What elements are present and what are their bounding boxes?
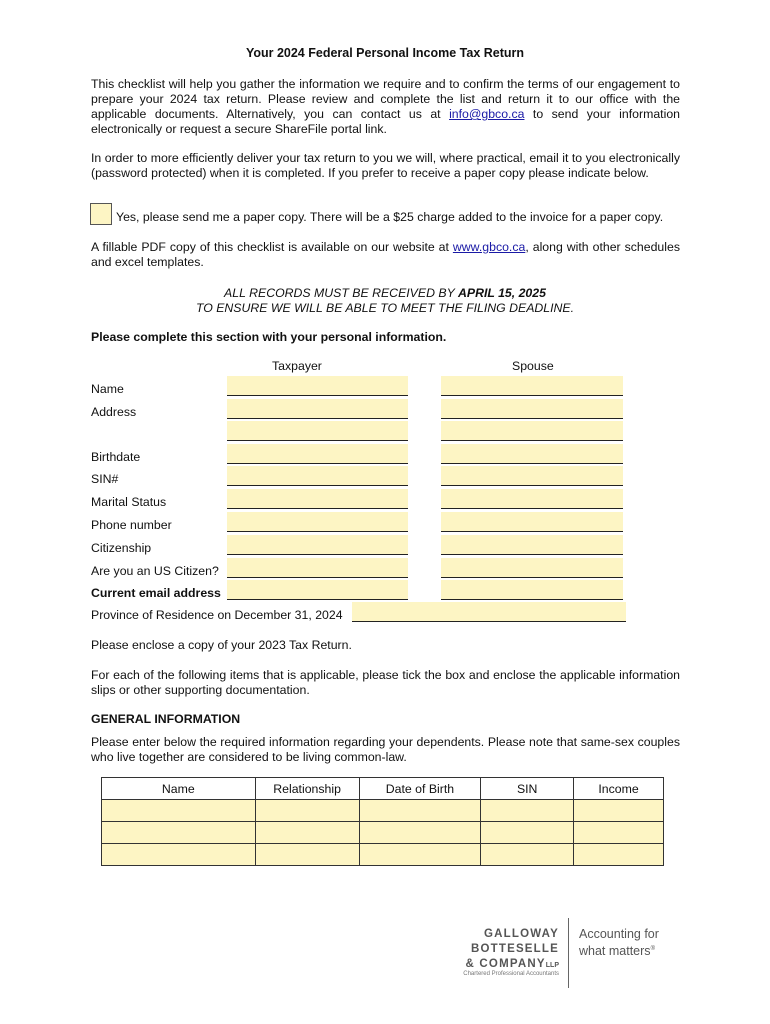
general-information-heading: GENERAL INFORMATION (91, 712, 241, 726)
dependent-3-sin-cell[interactable] (481, 844, 574, 866)
email-label: Current email address (91, 586, 221, 600)
table-row (102, 800, 664, 822)
taxpayer-email-field[interactable] (227, 580, 408, 600)
paper-copy-label: Yes, please send me a paper copy. There will be a $25 charge added to the invoice for a paper copy. (116, 210, 664, 224)
sin-label: SIN# (91, 472, 119, 486)
marital-status-label: Marital Status (91, 495, 167, 509)
taxpayer-column-header: Taxpayer (272, 359, 322, 373)
intro-text-2: to send your information electronically or request a secure ShareFile portal link. (91, 107, 681, 136)
dependent-1-income-cell[interactable] (574, 800, 664, 822)
taxpayer-name-field[interactable] (227, 376, 408, 396)
citizenship-label: Citizenship (91, 541, 152, 555)
taxpayer-phone-field[interactable] (227, 512, 408, 532)
firm-tagline: Accounting for what matters® (579, 927, 659, 959)
spouse-citizenship-field[interactable] (441, 535, 623, 555)
spouse-address-field-1[interactable] (441, 399, 623, 419)
dependents-header-name: Name (102, 778, 256, 800)
dependents-header-date-of-birth: Date of Birth (359, 778, 481, 800)
spouse-marital-status-field[interactable] (441, 489, 623, 509)
spouse-column-header: Spouse (512, 359, 554, 373)
taxpayer-address-field-2[interactable] (227, 421, 408, 441)
province-field[interactable] (352, 602, 626, 622)
pdf-note-paragraph (91, 240, 680, 270)
website-link[interactable]: www.gbco.ca (452, 240, 526, 254)
personal-info-heading: Please complete this section with your personal information. (91, 330, 447, 344)
taxpayer-us-citizen-field[interactable] (227, 558, 408, 578)
table-row (102, 822, 664, 844)
dependents-header-sin: SIN (481, 778, 574, 800)
dependents-table (101, 777, 664, 866)
pdf-note-text-1: A fillable PDF copy of this checklist is available on our website at (91, 240, 453, 254)
pdf-note-text-2: , along with other schedules and excel templates. (91, 240, 680, 269)
taxpayer-marital-status-field[interactable] (227, 489, 408, 509)
deadline-notice (0, 286, 770, 316)
dependent-2-date-of-birth-cell[interactable] (359, 822, 481, 844)
spouse-name-field[interactable] (441, 376, 623, 396)
intro-text-1: This checklist will help you gather the information we require and to confirm the terms of our engagement to prepare your 2024 tax return. Please review and complete the list and return it to our office with the applicable documents. Alternatively, you can contact us at (91, 77, 680, 121)
table-row (102, 844, 664, 866)
dependent-2-relationship-cell[interactable] (255, 822, 359, 844)
dependent-3-date-of-birth-cell[interactable] (359, 844, 481, 866)
spouse-address-field-2[interactable] (441, 421, 623, 441)
dependent-1-date-of-birth-cell[interactable] (359, 800, 481, 822)
dependents-header-relationship: Relationship (255, 778, 359, 800)
dependents-header-income: Income (574, 778, 664, 800)
spouse-us-citizen-field[interactable] (441, 558, 623, 578)
dependent-1-name-cell[interactable] (102, 800, 256, 822)
phone-label: Phone number (91, 518, 172, 532)
taxpayer-citizenship-field[interactable] (227, 535, 408, 555)
dependent-2-sin-cell[interactable] (481, 822, 574, 844)
name-label: Name (91, 382, 124, 396)
address-label: Address (91, 405, 137, 419)
dependent-3-name-cell[interactable] (102, 844, 256, 866)
dependent-2-name-cell[interactable] (102, 822, 256, 844)
dependent-1-relationship-cell[interactable] (255, 800, 359, 822)
deadline-date: APRIL 15, 2025 (457, 286, 546, 300)
dependent-3-income-cell[interactable] (574, 844, 664, 866)
firm-logo (463, 918, 693, 990)
taxpayer-sin-field[interactable] (227, 466, 408, 486)
intro-paragraph (91, 77, 680, 137)
document-title: Your 2024 Federal Personal Income Tax Return (245, 46, 525, 60)
birthdate-label: Birthdate (91, 450, 141, 464)
us-citizen-label: Are you an US Citizen? (91, 564, 219, 578)
spouse-sin-field[interactable] (441, 466, 623, 486)
dependents-paragraph: Please enter below the required information regarding your dependents. Please note that same-sex couples who live together are considered to be living common-law. (91, 735, 680, 764)
province-label: Province of Residence on December 31, 2024 (91, 608, 343, 622)
deadline-line-2: TO ENSURE WE WILL BE ABLE TO MEET THE FILING DEADLINE. (195, 301, 575, 315)
taxpayer-birthdate-field[interactable] (227, 444, 408, 464)
paper-copy-checkbox[interactable] (90, 203, 112, 225)
enclose-return-text: Please enclose a copy of your 2023 Tax Return. (91, 638, 352, 652)
email-link[interactable]: info@gbco.ca (449, 107, 525, 121)
taxpayer-address-field-1[interactable] (227, 399, 408, 419)
logo-divider (568, 918, 569, 988)
paper-copy-row (90, 203, 690, 227)
firm-subtitle: Chartered Professional Accountants (463, 971, 559, 977)
tick-instructions-paragraph: For each of the following items that is applicable, please tick the box and enclose the applicable information slips or other supporting documentation. (91, 668, 680, 697)
dependent-2-income-cell[interactable] (574, 822, 664, 844)
dependent-3-relationship-cell[interactable] (255, 844, 359, 866)
spouse-birthdate-field[interactable] (441, 444, 623, 464)
dependent-1-sin-cell[interactable] (481, 800, 574, 822)
delivery-paragraph: In order to more efficiently deliver your tax return to you we will, where practical, email it to you electronically (password protected) when it is completed. If you prefer to receive a paper copy please indicate below. (91, 151, 680, 180)
deadline-prefix: ALL RECORDS MUST BE RECEIVED BY (224, 286, 458, 300)
spouse-phone-field[interactable] (441, 512, 623, 532)
firm-name: GALLOWAY BOTTESELLE & COMPANYLLP (465, 928, 559, 970)
spouse-email-field[interactable] (441, 580, 623, 600)
dependents-table-header-row (102, 778, 664, 800)
